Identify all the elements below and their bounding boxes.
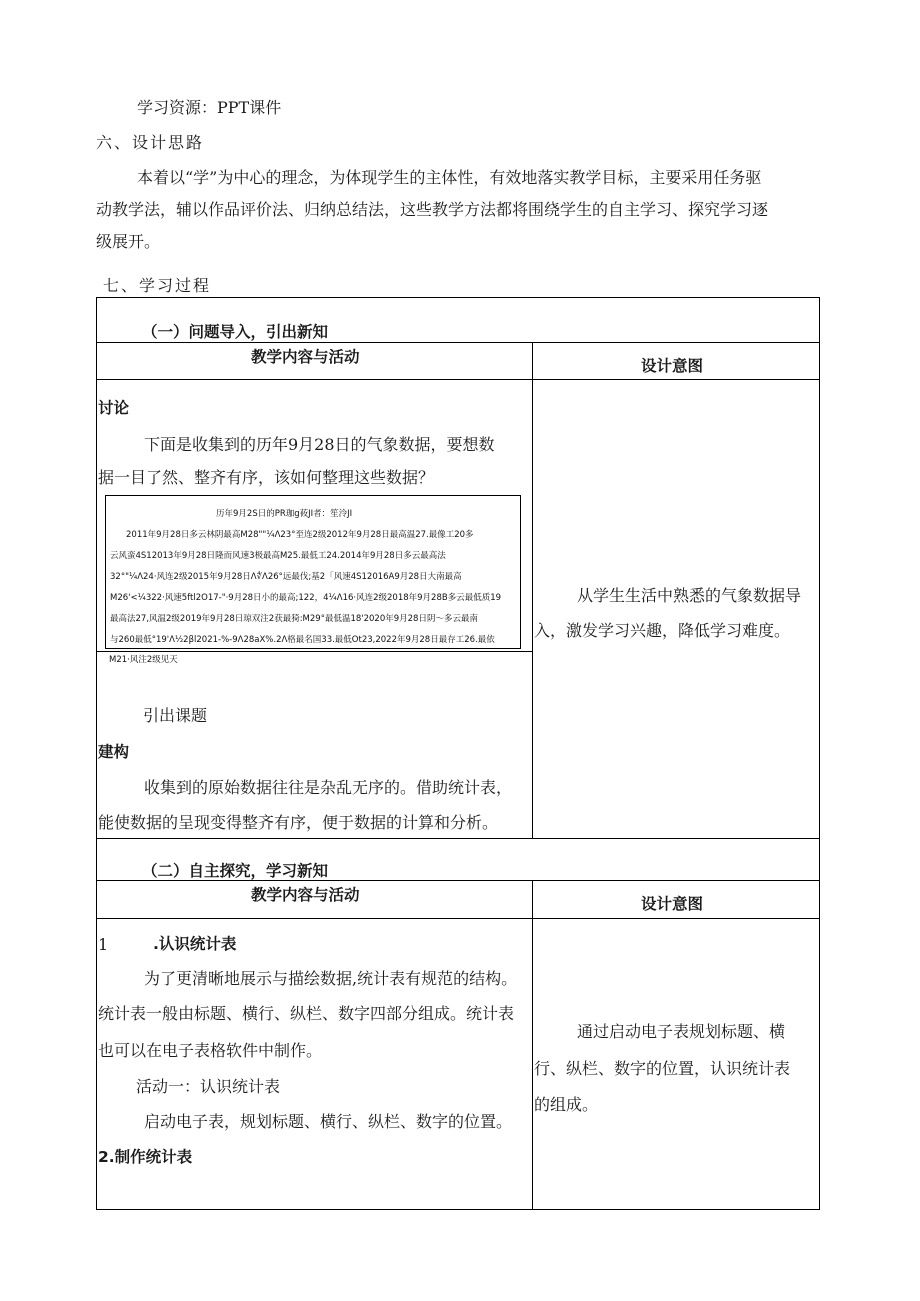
weather-data-line: 云风蛮4S12013年9月28日隆而风速3极最高M25.最低工24.2014年9月28日多云最高法 — [110, 551, 446, 561]
part-2-paragraph-line-2: 统计表一般由标题、横行、纵栏、数字四部分组成。统计表 — [98, 1004, 515, 1023]
discuss-line-2: 据一目了然、整齐有序，该如何整理这些数据？ — [98, 468, 435, 487]
weather-data-line: 与260最低°19'Λ½2βl2021-%-9Λ28aX%.2Λ格最名国33.最低Ot23,2022年9月28日最存工26.最依 — [110, 635, 495, 645]
weather-data-line: M26'<¼322·风速5ftl2O17-"·9月28日小的最高;122，4¼Λ16·风连2级2018年9月28B多云最低质19 — [110, 593, 502, 603]
section-6-title: 六、设计思路 — [96, 133, 205, 152]
lead-topic: 引出课题 — [143, 706, 208, 725]
design-paragraph-line-2: 动教学法，辅以作品评价法、归纳总结法，这些教学方法都将围绕学生的自主学习、探究学习逐 — [96, 200, 769, 219]
part-1-col-intent-header: 设计意图 — [641, 357, 704, 375]
construct-line-1: 收集到的原始数据往往是杂乱无序的。借助统计表， — [144, 778, 513, 797]
section-7-title: 七、学习过程 — [103, 276, 212, 295]
learning-resources: 学习资源：PPT课件 — [137, 98, 282, 117]
weather-data-line: 32°"¼Λ24·风连2级2015年9月28日Λ∜Λ26°远最伐;基2「风速4S12016A9月28日大南最高 — [110, 572, 462, 582]
item-2-title: 2.制作统计表 — [98, 1148, 193, 1166]
part-2-heading: （二）自主探究，学习新知 — [142, 862, 329, 880]
weather-data-box — [105, 495, 521, 649]
item-1-number: 1 — [98, 935, 109, 954]
activity-1-title: 活动一：认识统计表 — [136, 1077, 281, 1096]
weather-data-line: 2011年9月28日多云林阴最高M28""¼Λ23°至连2级2012年9月28日最高温27.最像工20多 — [126, 530, 474, 540]
activity-1-description: 启动电子表，规划标题、横行、纵栏、数字的位置。 — [144, 1112, 513, 1131]
part-2-paragraph-line-1: 为了更清晰地展示与描绘数据,统计表有规范的结构。 — [144, 969, 518, 988]
part-2-intent-line-1: 通过启动电子表规划标题、横 — [577, 1022, 786, 1041]
weather-data-title: 历年9月2S日的PR珈g莜JI者：笙泠JI — [216, 509, 353, 519]
item-1-title: .认识统计表 — [153, 935, 237, 953]
part-2-col-content-header: 教学内容与活动 — [251, 886, 360, 904]
construct-label: 建构 — [98, 743, 130, 761]
weather-data-line: M21·风注2级见天 — [109, 655, 178, 665]
part-2-col-intent-header: 设计意图 — [641, 895, 704, 913]
part-2-intent-line-2: 行、纵栏、数字的位置，认识统计表 — [534, 1059, 791, 1078]
part-1-intent-line-2: 入，激发学习兴趣，降低学习难度。 — [534, 621, 791, 640]
discuss-label: 讨论 — [98, 399, 130, 417]
discuss-line-1: 下面是收集到的历年9月28日的气象数据，要想数 — [144, 435, 495, 454]
part-2-paragraph-line-3: 也可以在电子表格软件中制作。 — [98, 1041, 323, 1060]
part-2-intent-line-3: 的组成。 — [534, 1095, 599, 1114]
design-paragraph-line-1: 本着以“学”为中心的理念，为体现学生的主体性，有效地落实教学目标，主要采用任务驱 — [137, 168, 762, 187]
design-paragraph-line-3: 级展开。 — [96, 232, 161, 251]
weather-data-line: 最高法27,风温2级2019年9月28日琼双注2获最猗:M29°最低温18'2020年9月28日阴～多云最南 — [110, 614, 478, 624]
part-1-intent-line-1: 从学生生活中熟悉的气象数据导 — [577, 586, 802, 605]
part-1-col-content-header: 教学内容与活动 — [251, 348, 360, 366]
part-1-heading: （一）问题导入，引出新知 — [142, 323, 329, 341]
construct-line-2: 能使数据的呈现变得整齐有序，便于数据的计算和分析。 — [98, 813, 499, 832]
